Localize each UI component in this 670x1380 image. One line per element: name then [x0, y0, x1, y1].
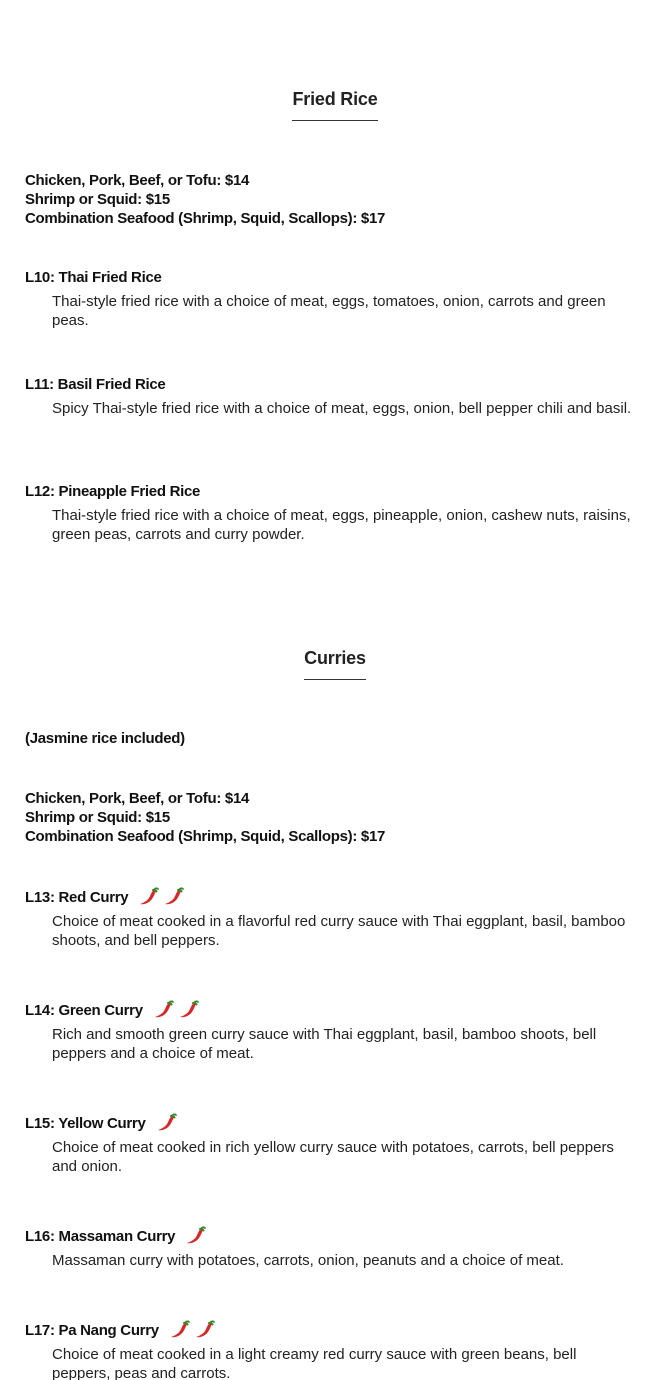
item-name: L12: Pineapple Fried Rice [25, 483, 201, 500]
chili-pepper-icon [193, 1320, 215, 1340]
item-description: Choice of meat cooked in rich yellow curry sauce with potatoes, carrots, bell peppers and onion. [52, 1139, 614, 1175]
curries-prices [25, 789, 385, 846]
spice-level [165, 1320, 215, 1340]
spice-level [181, 1226, 206, 1246]
chili-pepper-icon [168, 1320, 190, 1340]
item-name: L15: Yellow Curry [25, 1114, 146, 1132]
price-line: Chicken, Pork, Beef, or Tofu: $14 [25, 790, 250, 807]
item-name: L17: Pa Nang Curry [25, 1321, 159, 1339]
menu-item-l16 [25, 1226, 635, 1270]
item-name: L16: Massaman Curry [25, 1227, 176, 1245]
price-line: Shrimp or Squid: $15 [25, 809, 170, 826]
menu-item-l12 [25, 482, 635, 544]
price-line: Combination Seafood (Shrimp, Squid, Scallops): $17 [25, 210, 386, 227]
chili-pepper-icon [184, 1226, 206, 1246]
chili-pepper-icon [155, 1113, 177, 1133]
curries-title: Curries [304, 648, 366, 680]
fried-rice-section [0, 89, 670, 121]
fried-rice-title: Fried Rice [292, 89, 377, 121]
menu-item-l11 [25, 375, 635, 418]
fried-rice-prices [25, 171, 385, 228]
price-line: Combination Seafood (Shrimp, Squid, Scallops): $17 [25, 828, 386, 845]
item-description: Choice of meat cooked in a flavorful red curry sauce with Thai eggplant, basil, bamboo shoots, and bell peppers. [52, 913, 626, 949]
chili-pepper-icon [162, 887, 184, 907]
item-description: Thai-style fried rice with a choice of meat, eggs, pineapple, onion, cashew nuts, raisins, green peas, carrots and curry powder. [52, 507, 631, 543]
menu-item-l10 [25, 268, 635, 330]
curries-section [0, 648, 670, 680]
menu-item-l13 [25, 887, 635, 950]
chili-pepper-icon [152, 1000, 174, 1020]
item-name: L14: Green Curry [25, 1001, 143, 1019]
item-description: Massaman curry with potatoes, carrots, onion, peanuts and a choice of meat. [52, 1252, 564, 1269]
spice-level [149, 1000, 199, 1020]
item-description: Rich and smooth green curry sauce with Thai eggplant, basil, bamboo shoots, bell peppers and a choice of meat. [52, 1026, 597, 1062]
item-name: L13: Red Curry [25, 888, 129, 906]
price-line: Chicken, Pork, Beef, or Tofu: $14 [25, 172, 250, 189]
item-description: Spicy Thai-style fried rice with a choice of meat, eggs, onion, bell pepper chili and basil. [52, 400, 632, 417]
spice-level [134, 887, 184, 907]
spice-level [152, 1113, 177, 1133]
item-description: Choice of meat cooked in a light creamy red curry sauce with green beans, bell peppers, peas and carrots. [52, 1346, 577, 1380]
rice-included-note: (Jasmine rice included) [25, 730, 185, 747]
menu-item-l15 [25, 1113, 635, 1176]
menu-item-l17 [25, 1320, 635, 1380]
chili-pepper-icon [137, 887, 159, 907]
item-description: Thai-style fried rice with a choice of meat, eggs, tomatoes, onion, carrots and green peas. [52, 293, 606, 329]
price-line: Shrimp or Squid: $15 [25, 191, 170, 208]
item-name: L10: Thai Fried Rice [25, 269, 162, 286]
item-name: L11: Basil Fried Rice [25, 376, 166, 393]
chili-pepper-icon [177, 1000, 199, 1020]
menu-item-l14 [25, 1000, 635, 1063]
